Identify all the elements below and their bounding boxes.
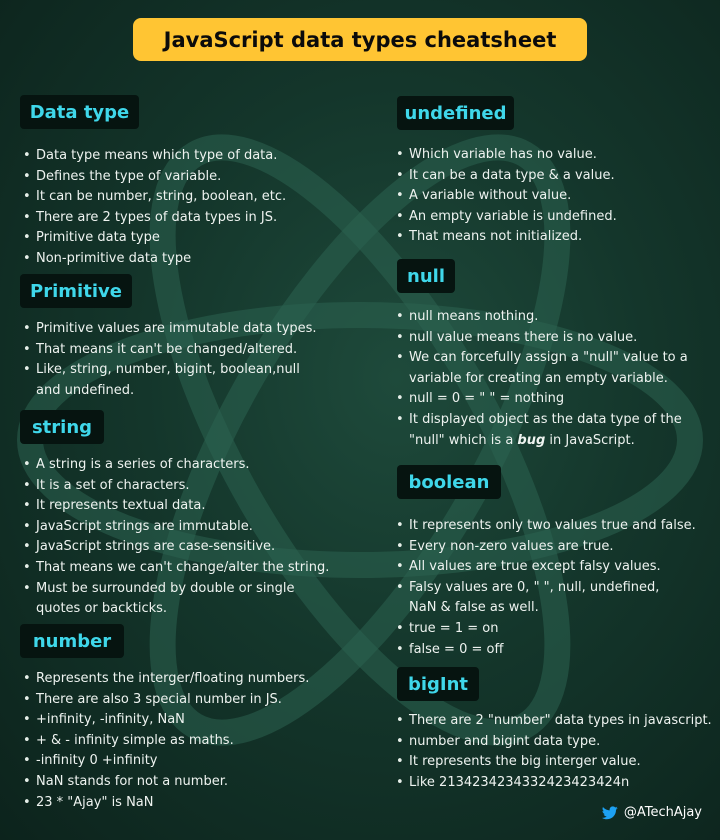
string-heading: string (20, 410, 104, 444)
list-item: • null = 0 = " " = nothing (393, 389, 688, 410)
boolean-list (393, 516, 696, 660)
list-item: • A variable without value. (393, 186, 617, 207)
list-item: • null means nothing. (393, 307, 688, 328)
list-item: • NaN stands for not a number. (20, 772, 309, 793)
list-item: • Falsy values are 0, " ", null, undefined, (393, 578, 696, 599)
list-item: • Defines the type of variable. (20, 167, 286, 188)
list-item: • That means not initialized. (393, 227, 617, 248)
list-item: • Every non-zero values are true. (393, 537, 696, 558)
null-list (393, 307, 688, 451)
list-item: • Data type means which type of data. (20, 146, 286, 167)
list-item: • JavaScript strings are immutable. (20, 517, 329, 538)
list-item: • It represents the big interger value. (393, 752, 712, 773)
bug-emphasis: bug (517, 432, 546, 448)
string-list (20, 455, 329, 620)
list-item: • That means we can't change/alter the string. (20, 558, 329, 579)
list-item: • true = 1 = on (393, 619, 696, 640)
primitive-heading: Primitive (20, 274, 132, 308)
list-item: • There are 2 types of data types in JS. (20, 208, 286, 229)
list-item: • A string is a series of characters. (20, 455, 329, 476)
list-item: • It can be a data type & a value. (393, 166, 617, 187)
list-item: • + & - infinity simple as maths. (20, 731, 309, 752)
list-item: • There are 2 "number" data types in javascript. (393, 711, 712, 732)
boolean-heading: boolean (397, 465, 501, 499)
text-fragment: in JavaScript. (545, 432, 635, 448)
null-heading: null (397, 259, 455, 293)
data-type-heading: Data type (20, 95, 139, 129)
twitter-bird-icon (602, 806, 618, 820)
list-item: • It can be number, string, boolean, etc. (20, 187, 286, 208)
list-item: • There are also 3 special number in JS. (20, 690, 309, 711)
list-item: • It represents textual data. (20, 496, 329, 517)
author-handle: @ATechAjay (623, 805, 702, 820)
list-item: • number and bigint data type. (393, 732, 712, 753)
list-item-continuation (393, 431, 688, 452)
bigint-list (393, 711, 712, 793)
list-item: • 23 * "Ajay" is NaN (20, 793, 309, 814)
list-item: • false = 0 = off (393, 640, 696, 661)
author-credit[interactable] (602, 805, 702, 820)
list-item-continuation: and undefined. (36, 382, 135, 398)
list-item: • Must be surrounded by double or single (20, 579, 329, 600)
number-list (20, 669, 309, 813)
undefined-list (393, 145, 617, 248)
text-fragment: "null" which is a (409, 432, 518, 448)
list-item: • It displayed object as the data type of the (393, 410, 688, 431)
list-item: • An empty variable is undefined. (393, 207, 617, 228)
list-item: • Primitive values are immutable data types. (20, 319, 317, 340)
list-item-continuation: variable for creating an empty variable. (409, 370, 668, 386)
data-type-list (20, 146, 286, 270)
list-item: • null value means there is no value. (393, 328, 688, 349)
number-heading: number (20, 624, 124, 658)
list-item: • +infinity, -infinity, NaN (20, 710, 309, 731)
list-item: • Non-primitive data type (20, 249, 286, 270)
list-item: • That means it can't be changed/altered. (20, 340, 317, 361)
bigint-heading: bigInt (397, 667, 479, 701)
undefined-heading: undefined (397, 96, 514, 130)
list-item-continuation: NaN & false as well. (409, 600, 539, 616)
list-item: • Like, string, number, bigint, boolean,null (20, 360, 317, 381)
list-item: • Primitive data type (20, 228, 286, 249)
list-item: • It represents only two values true and false. (393, 516, 696, 537)
list-item: • All values are true except falsy values. (393, 557, 696, 578)
list-item: • -infinity 0 +infinity (20, 751, 309, 772)
list-item: • Like 2134234234332423423424n (393, 773, 712, 794)
list-item-continuation: quotes or backticks. (36, 601, 168, 617)
page-title: JavaScript data types cheatsheet (133, 18, 587, 61)
list-item: • Which variable has no value. (393, 145, 617, 166)
list-item: • We can forcefully assign a "null" value to a (393, 348, 688, 369)
list-item: • JavaScript strings are case-sensitive. (20, 537, 329, 558)
list-item: • Represents the interger/floating numbers. (20, 669, 309, 690)
list-item: • It is a set of characters. (20, 476, 329, 497)
primitive-list (20, 319, 317, 401)
